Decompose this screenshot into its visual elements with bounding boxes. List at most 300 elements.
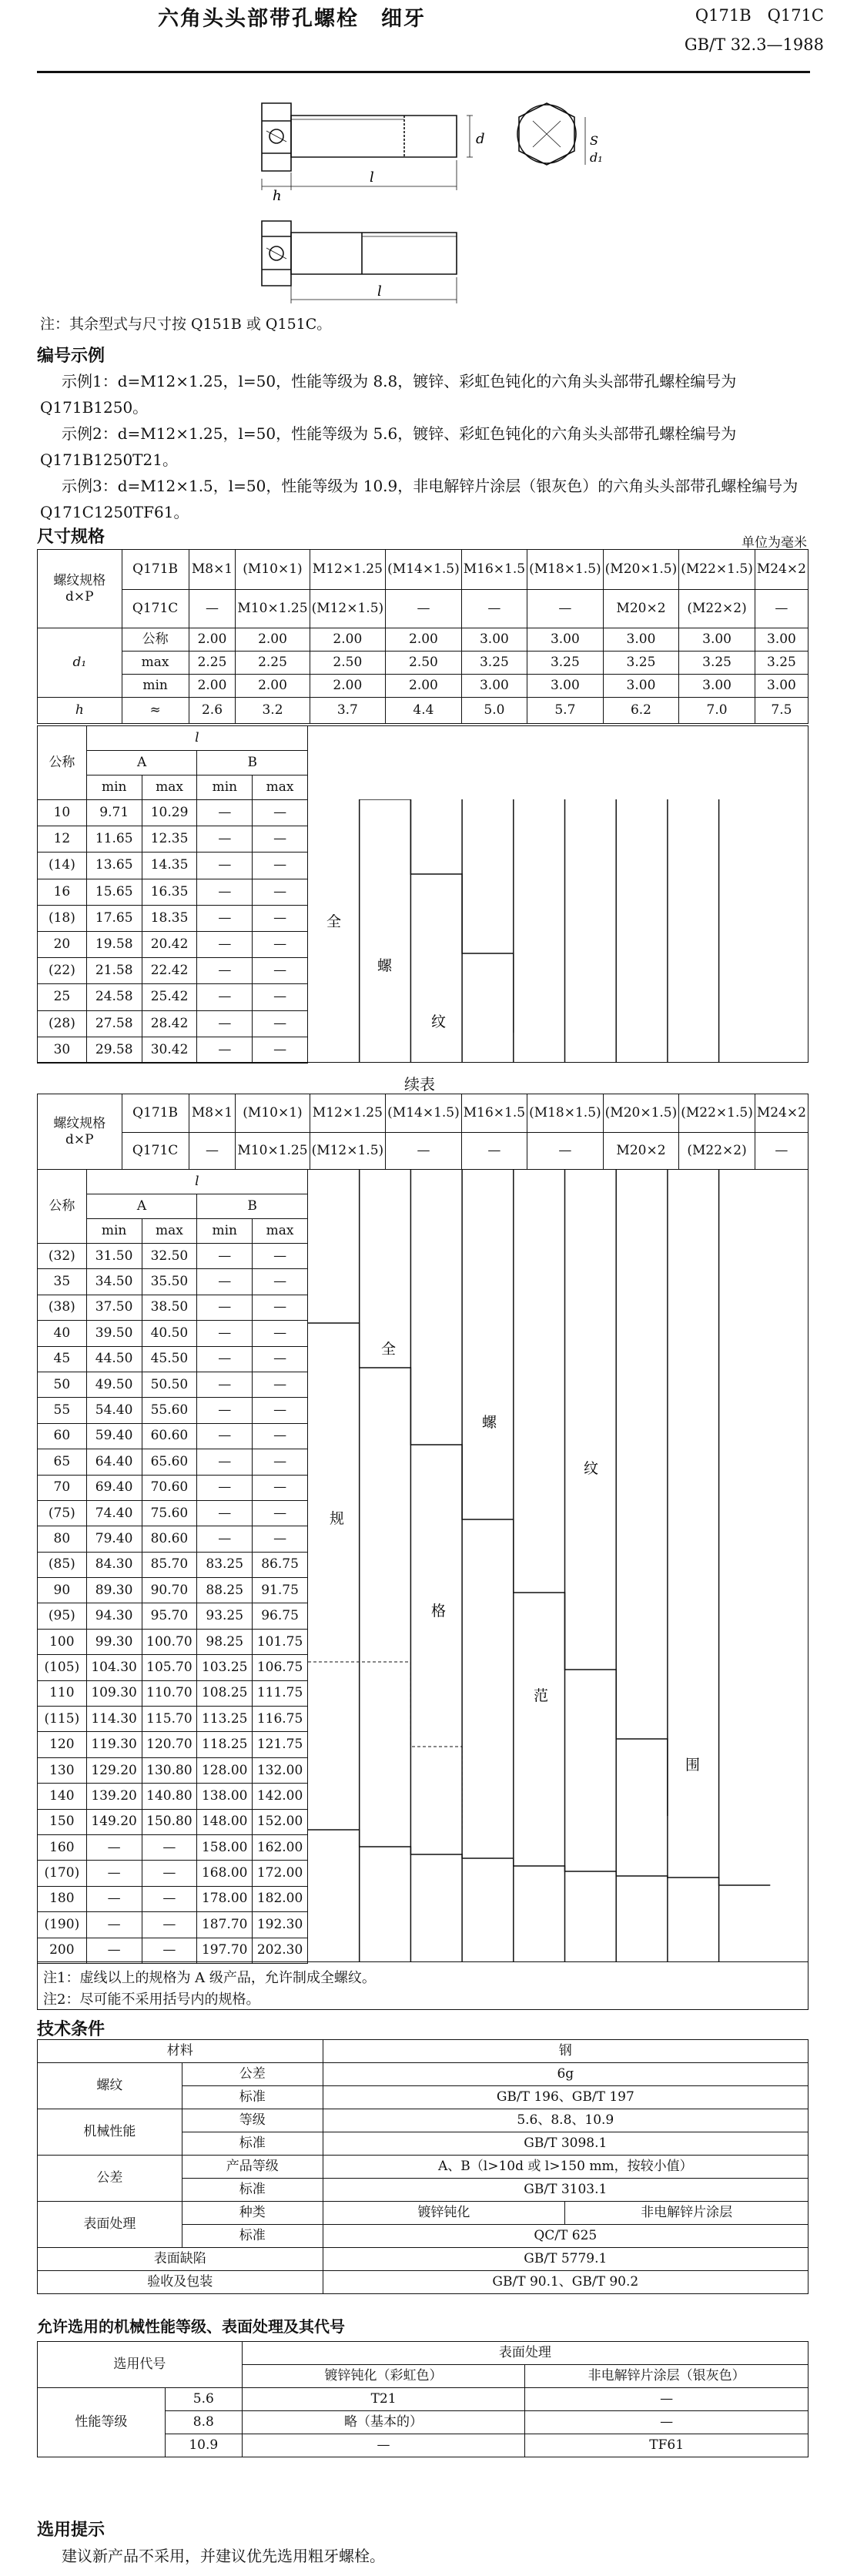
cell: 182.00 <box>253 1886 308 1911</box>
length-row <box>38 931 308 957</box>
options-surface-header: 表面处理 <box>242 2342 808 2365</box>
cell: — <box>386 590 462 628</box>
min-header: min <box>197 775 253 800</box>
cell: — <box>197 1010 253 1037</box>
options-flake-header: 非电解锌片涂层（银灰色） <box>525 2365 808 2388</box>
cell: — <box>527 1133 604 1170</box>
cell: 54.40 <box>86 1398 142 1423</box>
cell: — <box>253 1010 308 1037</box>
cell: — <box>197 1398 253 1423</box>
cell: 25 <box>38 984 87 1010</box>
cell: 128.00 <box>197 1757 253 1783</box>
l-header: l <box>86 1170 307 1194</box>
cell: 2.50 <box>386 652 462 675</box>
continued-title: 续表 <box>404 1075 435 1094</box>
cell: — <box>197 1423 253 1449</box>
length-row <box>38 1629 308 1654</box>
cell: 120.70 <box>142 1732 197 1757</box>
label-l-bottom: l <box>377 283 382 300</box>
cell: 64.40 <box>86 1449 142 1475</box>
note-2: 注2：尽可能不采用括号内的规格。 <box>43 1991 260 2008</box>
cell: — <box>197 826 253 853</box>
cell: (38) <box>38 1295 87 1320</box>
cell: — <box>755 1133 808 1170</box>
cell: 20 <box>38 931 87 957</box>
cell: — <box>86 1886 142 1911</box>
cell: 50 <box>38 1372 87 1397</box>
cell: 44.50 <box>86 1346 142 1372</box>
cell: — <box>253 1423 308 1449</box>
cell: — <box>253 984 308 1010</box>
length-row <box>38 1346 308 1372</box>
options-flake: TF61 <box>525 2434 808 2457</box>
cell: (95) <box>38 1603 87 1629</box>
cell: 3.7 <box>310 698 386 724</box>
length-row <box>38 1423 308 1449</box>
cell: 118.25 <box>197 1732 253 1757</box>
length-row <box>38 1861 308 1886</box>
cell: 116.75 <box>253 1707 308 1732</box>
options-zinc: 略（基本的） <box>242 2411 525 2434</box>
tech-sub: 种类 <box>182 2202 323 2225</box>
cell: 103.25 <box>197 1655 253 1680</box>
cell: — <box>253 958 308 984</box>
cell: 3.25 <box>755 652 808 675</box>
cell: M8×1 <box>189 1094 236 1133</box>
tech-defects-label: 表面缺陷 <box>38 2248 323 2271</box>
cell: (M14×1.5) <box>386 1094 462 1133</box>
cell: 49.50 <box>86 1372 142 1397</box>
cell: (75) <box>38 1500 87 1526</box>
cell: 91.75 <box>253 1578 308 1603</box>
thread-region-2 <box>308 1169 808 1962</box>
cell: 130 <box>38 1757 87 1783</box>
length-row <box>38 1010 308 1037</box>
cell: — <box>253 879 308 905</box>
cell: 98.25 <box>197 1629 253 1654</box>
cell: 7.0 <box>679 698 755 724</box>
cell: 35 <box>38 1269 87 1295</box>
cell: 105.70 <box>142 1655 197 1680</box>
cell: 115.70 <box>142 1707 197 1732</box>
length-row <box>38 1372 308 1397</box>
cell: 45 <box>38 1346 87 1372</box>
dimensions-title: 尺寸规格 <box>37 528 105 547</box>
cell: — <box>142 1886 197 1911</box>
cell: 3.00 <box>755 628 808 652</box>
cell: — <box>197 853 253 879</box>
length-row <box>38 1732 308 1757</box>
cell: 32.50 <box>142 1244 197 1269</box>
length-row <box>38 1938 308 1963</box>
length-row <box>38 905 308 931</box>
selection-title: 选用提示 <box>37 2521 105 2540</box>
cell: 104.30 <box>86 1655 142 1680</box>
length-row <box>38 1707 308 1732</box>
length-row <box>38 958 308 984</box>
tech-group: 公差 <box>38 2156 182 2202</box>
cell: — <box>197 1295 253 1320</box>
cell: 79.40 <box>86 1526 142 1552</box>
cell: — <box>197 958 253 984</box>
length-row <box>38 1269 308 1295</box>
cell: — <box>253 1398 308 1423</box>
length-row <box>38 1449 308 1475</box>
cell: 38.50 <box>142 1295 197 1320</box>
length-row <box>38 1886 308 1911</box>
cell: 28.42 <box>142 1010 197 1037</box>
cell: 113.25 <box>197 1707 253 1732</box>
cell: 3.2 <box>236 698 310 724</box>
cell: 119.30 <box>86 1732 142 1757</box>
length-row <box>38 1398 308 1423</box>
cell: — <box>253 1372 308 1397</box>
cell: (M20×1.5) <box>603 1094 679 1133</box>
cell: 2.25 <box>236 652 310 675</box>
cell: — <box>197 1321 253 1346</box>
options-title: 允许选用的机械性能等级、表面处理及其代号 <box>37 2317 345 2336</box>
cell: 30.42 <box>142 1037 197 1063</box>
cell: (M22×1.5) <box>679 1094 755 1133</box>
cell: 111.75 <box>253 1680 308 1706</box>
cell: 70.60 <box>142 1475 197 1500</box>
cell: (18) <box>38 905 87 931</box>
tech-title: 技术条件 <box>37 2020 105 2039</box>
continued-header-table <box>37 1094 808 1170</box>
cell: 108.25 <box>197 1680 253 1706</box>
cell: 101.75 <box>253 1629 308 1654</box>
cell: 10 <box>38 800 87 826</box>
length-row <box>38 1784 308 1809</box>
cell: 130.80 <box>142 1757 197 1783</box>
row-q171b: Q171B <box>122 1094 189 1133</box>
cell: 24.58 <box>86 984 142 1010</box>
cell: — <box>197 1475 253 1500</box>
cell: M20×2 <box>603 590 679 628</box>
cell: 90 <box>38 1578 87 1603</box>
tech-group: 机械性能 <box>38 2109 182 2156</box>
cell: — <box>197 1269 253 1295</box>
grade-a-header: A <box>86 751 197 775</box>
cell: 2.00 <box>386 628 462 652</box>
cell: 83.25 <box>197 1552 253 1577</box>
page-title: 六角头头部带孔螺栓 细牙 <box>158 7 426 31</box>
cell: — <box>189 590 236 628</box>
cell: — <box>197 800 253 826</box>
cell: 2.00 <box>386 675 462 698</box>
cell: — <box>197 1449 253 1475</box>
options-flake: — <box>525 2411 808 2434</box>
cell: 65.60 <box>142 1449 197 1475</box>
cell: 35.50 <box>142 1269 197 1295</box>
bolt-shank-bottom <box>291 233 457 274</box>
length-table-2 <box>37 1169 308 1964</box>
examples-title: 编号示例 <box>37 347 105 366</box>
length-row <box>38 1500 308 1526</box>
cell: (M10×1) <box>236 1094 310 1133</box>
cell: 114.30 <box>86 1707 142 1732</box>
cell: 12.35 <box>142 826 197 853</box>
cell: 2.00 <box>236 628 310 652</box>
tech-group: 表面处理 <box>38 2202 182 2248</box>
cell: 106.75 <box>253 1655 308 1680</box>
cell: (M12×1.5) <box>310 590 386 628</box>
length-row <box>38 1757 308 1783</box>
length-row <box>38 879 308 905</box>
cell: 3.00 <box>461 675 527 698</box>
tech-sub: 标准 <box>182 2086 323 2109</box>
cell: 140 <box>38 1784 87 1809</box>
tech-table <box>37 2039 808 2294</box>
tech-value: GB/T 3098.1 <box>323 2132 808 2156</box>
cell: M12×1.25 <box>310 1094 386 1133</box>
cell: 121.75 <box>253 1732 308 1757</box>
cell: 88.25 <box>197 1578 253 1603</box>
cell: — <box>142 1912 197 1938</box>
cell: M24×2 <box>755 1094 808 1133</box>
cell: 187.70 <box>197 1912 253 1938</box>
cell: 3.00 <box>755 675 808 698</box>
cell: 162.00 <box>253 1834 308 1860</box>
cell: 70 <box>38 1475 87 1500</box>
cell: 34.50 <box>86 1269 142 1295</box>
max-header: max <box>253 1219 308 1244</box>
cell: — <box>527 590 604 628</box>
cell: 172.00 <box>253 1861 308 1886</box>
cell: 86.75 <box>253 1552 308 1577</box>
cell: 3.25 <box>679 652 755 675</box>
cell: 3.25 <box>461 652 527 675</box>
region-char: 规 <box>330 1510 345 1527</box>
cell: 17.65 <box>86 905 142 931</box>
cell: 5.7 <box>527 698 604 724</box>
tech-accept-label: 验收及包装 <box>38 2271 323 2294</box>
cell: — <box>253 905 308 931</box>
tech-value: 非电解锌片涂层 <box>565 2202 808 2225</box>
cell: 13.65 <box>86 853 142 879</box>
cell: — <box>461 590 527 628</box>
region-char: 螺 <box>482 1414 497 1431</box>
cell: (22) <box>38 958 87 984</box>
cell: — <box>86 1834 142 1860</box>
label-s: S <box>590 133 598 148</box>
cell: 152.00 <box>253 1809 308 1834</box>
cell: (14) <box>38 853 87 879</box>
cell: 80.60 <box>142 1526 197 1552</box>
label-d1: d₁ <box>590 150 603 165</box>
standard-number: GB/T 32.3—1988 <box>684 35 824 54</box>
cell: (170) <box>38 1861 87 1886</box>
cell: — <box>386 1133 462 1170</box>
options-zinc: T21 <box>242 2388 525 2411</box>
cell: M12×1.25 <box>310 550 386 590</box>
length-row <box>38 1321 308 1346</box>
length-row <box>38 1680 308 1706</box>
cell: 18.35 <box>142 905 197 931</box>
cell: — <box>253 1037 308 1063</box>
cell: 150.80 <box>142 1809 197 1834</box>
row-q171b: Q171B <box>122 550 189 590</box>
options-flake: — <box>525 2388 808 2411</box>
cell: (M22×1.5) <box>679 550 755 590</box>
nominal-header: 公称 <box>38 1170 87 1244</box>
grade-a-header: A <box>86 1194 197 1219</box>
region-char: 纹 <box>584 1460 599 1477</box>
grade-b-header: B <box>197 751 308 775</box>
d1-row-label: min <box>122 675 189 698</box>
length-row <box>38 1475 308 1500</box>
cell: — <box>253 1500 308 1526</box>
tech-sub: 等级 <box>182 2109 323 2132</box>
selection-text: 建议新产品不采用，并建议优先选用粗牙螺栓。 <box>62 2547 385 2565</box>
cell: — <box>142 1834 197 1860</box>
length-table-1 <box>37 725 308 1064</box>
cell: (32) <box>38 1244 87 1269</box>
cell: 90.70 <box>142 1578 197 1603</box>
length-row <box>38 1244 308 1269</box>
length-row <box>38 1834 308 1860</box>
cell: — <box>253 1449 308 1475</box>
cell: — <box>197 1244 253 1269</box>
cell: — <box>253 826 308 853</box>
cell: (M20×1.5) <box>603 550 679 590</box>
tech-group: 螺纹 <box>38 2063 182 2109</box>
cell: 3.25 <box>527 652 604 675</box>
tech-value: GB/T 196、GB/T 197 <box>323 2086 808 2109</box>
dimensions-table <box>37 549 808 724</box>
thread-region-1 <box>308 799 808 1063</box>
row-q171c: Q171C <box>122 590 189 628</box>
cell: — <box>253 931 308 957</box>
cell: 200 <box>38 1938 87 1963</box>
cell: 2.50 <box>310 652 386 675</box>
cell: 22.42 <box>142 958 197 984</box>
cell: — <box>189 1133 236 1170</box>
cell: (M22×2) <box>679 1133 755 1170</box>
cell: 16 <box>38 879 87 905</box>
label-h: h <box>273 188 282 204</box>
length-row <box>38 1655 308 1680</box>
example-3: 示例3：d=M12×1.5，l=50，性能等级为 10.9，非电解锌片涂层（银灰色）的六角头头部带孔螺栓编号为 Q171C1250TF61。 <box>40 477 798 521</box>
cell: 120 <box>38 1732 87 1757</box>
cell: 84.30 <box>86 1552 142 1577</box>
length-row <box>38 1552 308 1577</box>
region-char: 全 <box>381 1341 397 1358</box>
cell: 139.20 <box>86 1784 142 1809</box>
length-row <box>38 1809 308 1834</box>
max-header: max <box>142 775 197 800</box>
region-char: 围 <box>685 1757 701 1774</box>
cell: 25.42 <box>142 984 197 1010</box>
cell: — <box>197 1346 253 1372</box>
cell: 197.70 <box>197 1938 253 1963</box>
bolt-shank-top <box>291 116 457 157</box>
tech-header-material: 材料 <box>38 2040 323 2063</box>
tech-value: 6g <box>323 2063 808 2086</box>
cell: 129.20 <box>86 1757 142 1783</box>
form-note: 注：其余型式与尺寸按 Q151B 或 Q151C。 <box>40 316 332 333</box>
cell: 109.30 <box>86 1680 142 1706</box>
d1-label: d₁ <box>38 628 122 698</box>
cell: 2.00 <box>189 675 236 698</box>
cell: 60 <box>38 1423 87 1449</box>
thread-label: 螺纹规格 d×P <box>38 550 122 628</box>
cell: 93.25 <box>197 1603 253 1629</box>
cell: (M22×2) <box>679 590 755 628</box>
cell: — <box>253 1321 308 1346</box>
options-code-header: 选用代号 <box>38 2342 243 2388</box>
l-header: l <box>86 726 307 751</box>
cell: 69.40 <box>86 1475 142 1500</box>
length-row <box>38 1603 308 1629</box>
cell: — <box>86 1938 142 1963</box>
cell: 2.6 <box>189 698 236 724</box>
cell: 2.00 <box>189 628 236 652</box>
tech-value: 镀锌钝化 <box>323 2202 565 2225</box>
options-grade: 5.6 <box>165 2388 242 2411</box>
cell: 55 <box>38 1398 87 1423</box>
tech-sub: 标准 <box>182 2225 323 2248</box>
length-row <box>38 1526 308 1552</box>
cell: 20.42 <box>142 931 197 957</box>
cell: 27.58 <box>86 1010 142 1037</box>
cell: 40 <box>38 1321 87 1346</box>
cell: 3.00 <box>461 628 527 652</box>
cell: — <box>253 800 308 826</box>
nominal-header: 公称 <box>38 726 87 800</box>
region-char: 全 <box>326 913 342 930</box>
cell: 149.20 <box>86 1809 142 1834</box>
cell: 7.5 <box>755 698 808 724</box>
cell: 74.40 <box>86 1500 142 1526</box>
cell: M16×1.5 <box>461 1094 527 1133</box>
d1-row-label: 公称 <box>122 628 189 652</box>
min-header: min <box>86 1219 142 1244</box>
cell: 95.70 <box>142 1603 197 1629</box>
tech-accept-value: GB/T 90.1、GB/T 90.2 <box>323 2271 808 2294</box>
cell: (M14×1.5) <box>386 550 462 590</box>
tech-sub: 标准 <box>182 2179 323 2202</box>
cell: 168.00 <box>197 1861 253 1886</box>
cell: (105) <box>38 1655 87 1680</box>
cell: 148.00 <box>197 1809 253 1834</box>
cell: 192.30 <box>253 1912 308 1938</box>
tech-value: 5.6、8.8、10.9 <box>323 2109 808 2132</box>
region-char: 范 <box>534 1687 549 1704</box>
cell: (85) <box>38 1552 87 1577</box>
max-header: max <box>142 1219 197 1244</box>
cell: 75.60 <box>142 1500 197 1526</box>
cell: — <box>253 853 308 879</box>
cell: 55.60 <box>142 1398 197 1423</box>
cell: 11.65 <box>86 826 142 853</box>
cell: 110 <box>38 1680 87 1706</box>
cell: 150 <box>38 1809 87 1834</box>
cell: 3.00 <box>527 675 604 698</box>
grade-b-header: B <box>197 1194 308 1219</box>
unit-label: 单位为毫米 <box>742 535 807 551</box>
max-header: max <box>253 775 308 800</box>
label-d: d <box>476 131 485 147</box>
cell: 180 <box>38 1886 87 1911</box>
cell: 3.25 <box>603 652 679 675</box>
length-row <box>38 1912 308 1938</box>
cell: — <box>253 1475 308 1500</box>
cell: — <box>142 1861 197 1886</box>
cell: — <box>86 1912 142 1938</box>
cell: 50.50 <box>142 1372 197 1397</box>
tech-value: GB/T 3103.1 <box>323 2179 808 2202</box>
